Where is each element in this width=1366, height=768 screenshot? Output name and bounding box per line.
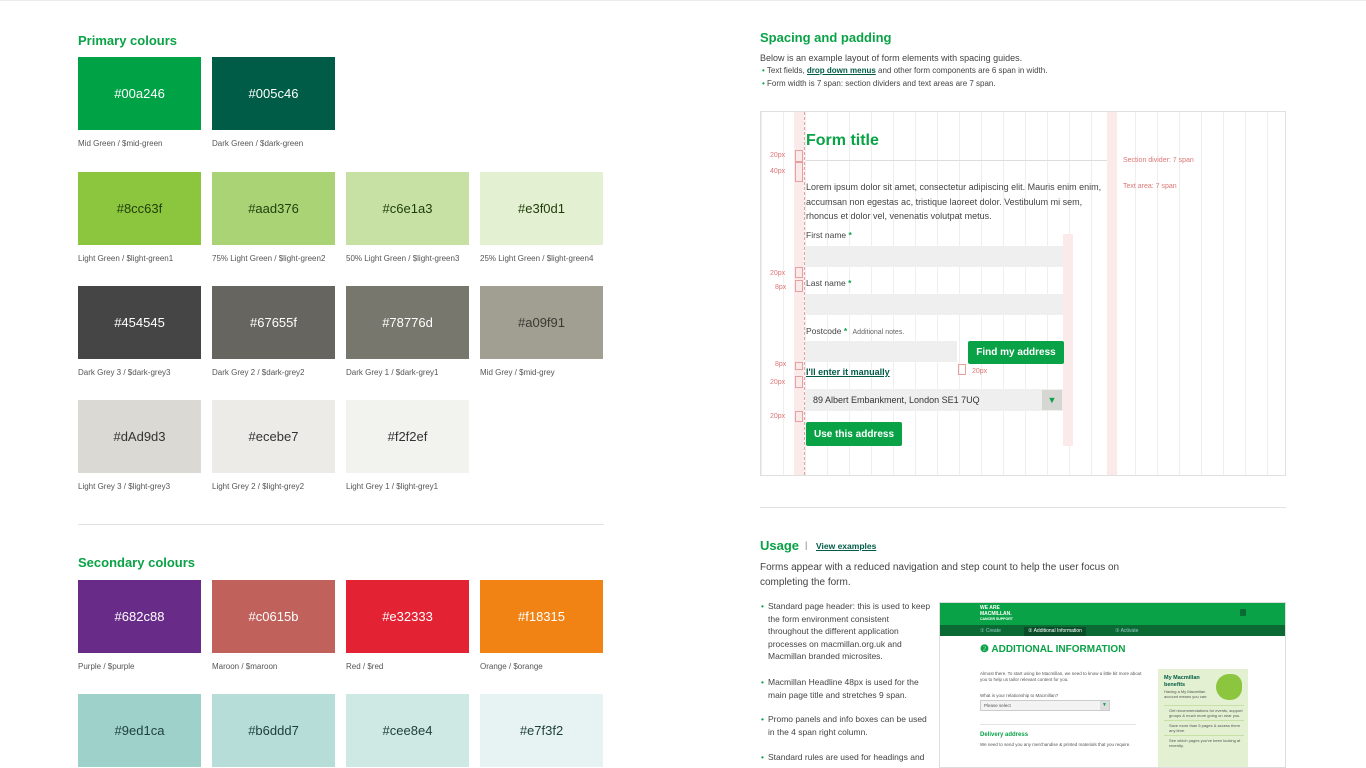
bullet-icon: • xyxy=(762,79,765,88)
swatch-caption: Dark Grey 2 / $dark-grey2 xyxy=(212,368,305,377)
spacing-bracket xyxy=(795,362,803,370)
first-name-label-text: First name xyxy=(806,230,847,240)
colour-swatch: #e3f0d1 xyxy=(480,172,603,245)
postcode-label xyxy=(806,326,904,336)
annotation-text-area: Text area: 7 span xyxy=(1123,183,1177,190)
form-title: Form title xyxy=(806,132,879,149)
preview-intro: Almost there. To start using be Macmillan, we need to know a little bit more about you to help us tailor relevant content for you. xyxy=(980,671,1142,682)
colour-swatch: #9ed1ca xyxy=(78,694,201,767)
grid-column-line xyxy=(1267,112,1268,475)
spacing-heading: Spacing and padding xyxy=(760,30,892,45)
swatch-caption: Maroon / $maroon xyxy=(212,662,278,671)
annotation-40px: 40px xyxy=(770,168,786,175)
postcode-label-text: Postcode xyxy=(806,326,842,336)
benefit-item: Get recommendations for events, support groups & much more going on near you. xyxy=(1164,705,1244,720)
bullet-icon: • xyxy=(761,677,764,687)
form-lorem-text: Lorem ipsum dolor sit amet, consectetur adipiscing elit. Mauris enim enim, accumsan non egestas ac, tristique laoreet dolor. Vestibulum mi sem, rhoncus et dolor vel, venenatis volutpat metus. xyxy=(806,182,1102,221)
section-divider xyxy=(78,524,604,525)
colour-swatch: #8cc63f xyxy=(78,172,201,245)
drop-down-menus-link[interactable]: drop down menus xyxy=(806,66,876,75)
colour-swatch: #00a246 xyxy=(78,57,201,130)
first-name-label xyxy=(806,230,852,240)
swatch-caption: Light Grey 1 / $light-grey1 xyxy=(346,482,439,491)
use-this-address-button[interactable]: Use this address xyxy=(806,422,902,446)
annotation-8px: 8px xyxy=(775,361,787,368)
preview-step-2: ② Additional Information xyxy=(1024,627,1086,636)
grid-column-line xyxy=(1179,112,1180,475)
colour-swatch: #f18315 xyxy=(480,580,603,653)
required-icon: * xyxy=(848,230,852,240)
required-icon: * xyxy=(843,326,848,336)
grid-column-line xyxy=(1157,112,1158,475)
spacing-bullet-1 xyxy=(762,66,1047,75)
colour-swatch: #682c88 xyxy=(78,580,201,653)
top-rule xyxy=(0,0,1366,1)
usage-bullet xyxy=(761,600,931,663)
usage-heading: Usage xyxy=(760,538,800,553)
preview-question: What is your relationship to Macmillan? xyxy=(980,693,1059,698)
enter-manually-link[interactable]: I'll enter it manually xyxy=(806,367,890,377)
benefit-item: Save more than 5 pages & access them any time. xyxy=(1164,720,1244,735)
colour-swatch: #aad376 xyxy=(212,172,335,245)
guide-line xyxy=(804,112,805,475)
colour-swatch: #e32333 xyxy=(346,580,469,653)
benefits-title: My Macmillan benefits xyxy=(1164,675,1200,688)
swatch-caption: 50% Light Green / $light-green3 xyxy=(346,254,460,263)
form-section-divider xyxy=(806,160,1107,161)
annotation-20px: 20px xyxy=(972,368,988,375)
preview-benefits-panel xyxy=(1158,669,1248,768)
section-divider xyxy=(760,507,1286,508)
gutter-band xyxy=(1107,112,1117,475)
spacing-bracket xyxy=(795,376,803,388)
grid-column-line xyxy=(1223,112,1224,475)
spacing-bullet-2 xyxy=(762,79,996,88)
swatch-caption: Light Grey 2 / $light-grey2 xyxy=(212,482,305,491)
spacing-bracket xyxy=(795,411,803,422)
annotation-20px: 20px xyxy=(770,270,786,277)
colour-swatch: #ecebe7 xyxy=(212,400,335,473)
preview-rule xyxy=(980,724,1136,725)
gutter-band xyxy=(1063,234,1073,446)
spacing-bracket xyxy=(795,150,803,162)
logo-text: WE ARE xyxy=(980,605,1000,611)
annotation-8px: 8px xyxy=(775,284,787,291)
mascot-icon xyxy=(1216,674,1242,700)
usage-bullet xyxy=(761,713,931,738)
spacing-intro: Below is an example layout of form elements with spacing guides. xyxy=(760,53,1023,63)
benefits-subtitle: Having a My Macmillan account means you can: xyxy=(1164,689,1208,699)
swatch-caption: Light Grey 3 / $light-grey3 xyxy=(78,482,171,491)
address-select-value: 89 Albert Embankment, London SE1 7UQ xyxy=(813,395,980,405)
macmillan-logo xyxy=(980,606,1013,623)
colour-swatch: #e7f3f2 xyxy=(480,694,603,767)
usage-bullet-text: Standard page header: this is used to keep the form environment consistent throughout the different application processes on macmillan.org.uk and Macmillan branded microsites. xyxy=(768,601,931,662)
swatch-caption: Mid Grey / $mid-grey xyxy=(480,368,555,377)
annotation-section-divider: Section divider: 7 span xyxy=(1123,157,1194,164)
last-name-label xyxy=(806,278,851,288)
preview-step-1: ① Create xyxy=(980,628,1001,634)
bullet-icon: • xyxy=(762,66,765,75)
usage-bullet xyxy=(761,751,931,764)
grid-column-line xyxy=(761,112,762,475)
usage-intro: Forms appear with a reduced navigation and step count to help the user focus on completing the form. xyxy=(760,562,1120,588)
spacing-bracket xyxy=(795,267,803,278)
primary-colours-heading: Primary colours xyxy=(78,33,177,48)
spacing-bracket xyxy=(795,280,803,292)
usage-bullet-text: Macmillan Headline 48px is used for the main page title and stretches 9 span. xyxy=(768,677,919,700)
secondary-colours-heading: Secondary colours xyxy=(78,555,196,570)
bullet-icon: • xyxy=(761,601,764,611)
preview-delivery-heading: Delivery address xyxy=(980,732,1029,738)
swatch-caption: Red / $red xyxy=(346,662,384,671)
benefits-list xyxy=(1164,705,1244,750)
annotation-20px: 20px xyxy=(770,379,786,386)
first-name-input[interactable] xyxy=(806,246,1063,267)
address-select[interactable] xyxy=(806,389,1063,411)
colour-swatch: #dAd9d3 xyxy=(78,400,201,473)
bullet-text: Text fields, xyxy=(766,66,807,75)
usage-bullet xyxy=(761,676,931,701)
grid-column-line xyxy=(1245,112,1246,475)
spacing-bracket xyxy=(958,364,966,375)
view-examples-link[interactable]: View examples xyxy=(816,541,877,551)
spacing-bracket xyxy=(795,162,803,182)
benefit-item: See which pages you've been looking at recently. xyxy=(1164,735,1244,750)
lock-icon xyxy=(1240,609,1246,616)
colour-swatch: #c6e1a3 xyxy=(346,172,469,245)
last-name-input[interactable] xyxy=(806,294,1063,315)
logo-text: MACMILLAN. xyxy=(980,610,1012,617)
colour-swatch: #f2f2ef xyxy=(346,400,469,473)
logo-text: CANCER SUPPORT xyxy=(980,617,1013,621)
grid-column-line xyxy=(1135,112,1136,475)
colour-swatch: #a09f91 xyxy=(480,286,603,359)
postcode-input[interactable] xyxy=(806,341,957,362)
colour-swatch: #454545 xyxy=(78,286,201,359)
swatch-caption: Purple / $purple xyxy=(78,662,135,671)
required-icon: * xyxy=(848,278,852,288)
bullet-icon: • xyxy=(761,752,764,762)
grid-column-line xyxy=(1201,112,1202,475)
usage-separator: | xyxy=(805,540,808,550)
preview-delivery-text: We need to send you any merchandise & printed materials that you require. xyxy=(980,742,1131,747)
usage-bullet-text: Promo panels and info boxes can be used in the 4 span right column. xyxy=(768,714,927,737)
swatch-caption: Orange / $orange xyxy=(480,662,543,671)
bullet-text: Form width is 7 span: section dividers and text areas are 7 span. xyxy=(767,79,996,88)
colour-swatch: #78776d xyxy=(346,286,469,359)
additional-notes-text: Additional notes. xyxy=(852,329,905,336)
colour-swatch: #b6ddd7 xyxy=(212,694,335,767)
grid-column-line xyxy=(783,112,784,475)
swatch-caption: 75% Light Green / $light-green2 xyxy=(212,254,326,263)
swatch-caption: Dark Green / $dark-green xyxy=(212,139,304,148)
swatch-caption: Dark Grey 3 / $dark-grey3 xyxy=(78,368,171,377)
swatch-caption: Dark Grey 1 / $dark-grey1 xyxy=(346,368,439,377)
annotation-20px: 20px xyxy=(770,413,786,420)
swatch-caption: Light Green / $light-green1 xyxy=(78,254,174,263)
last-name-label-text: Last name xyxy=(806,278,846,288)
form-preview-screenshot xyxy=(939,602,1286,768)
preview-step-3: ③ Activate xyxy=(1115,628,1139,634)
bullet-icon: • xyxy=(761,714,764,724)
chevron-down-icon[interactable]: ▼ xyxy=(1042,390,1062,410)
usage-bullet-text: Standard rules are used for headings and xyxy=(768,752,925,762)
preview-page-title: ❷ ADDITIONAL INFORMATION xyxy=(980,644,1126,655)
preview-select xyxy=(980,700,1110,711)
spacing-guide-panel xyxy=(760,111,1286,476)
grid-column-line xyxy=(1091,112,1092,475)
colour-swatch: #c0615b xyxy=(212,580,335,653)
swatch-caption: 25% Light Green / $light-green4 xyxy=(480,254,594,263)
preview-select-value: Please select xyxy=(984,703,1011,708)
colour-swatch: #cee8e4 xyxy=(346,694,469,767)
swatch-caption: Mid Green / $mid-green xyxy=(78,139,163,148)
annotation-20px: 20px xyxy=(770,152,786,159)
bullet-text: and other form components are 6 span in width. xyxy=(875,66,1048,75)
find-my-address-button[interactable]: Find my address xyxy=(968,341,1064,364)
colour-swatch: #005c46 xyxy=(212,57,335,130)
chevron-down-icon: ▼ xyxy=(1100,701,1109,710)
colour-swatch: #67655f xyxy=(212,286,335,359)
